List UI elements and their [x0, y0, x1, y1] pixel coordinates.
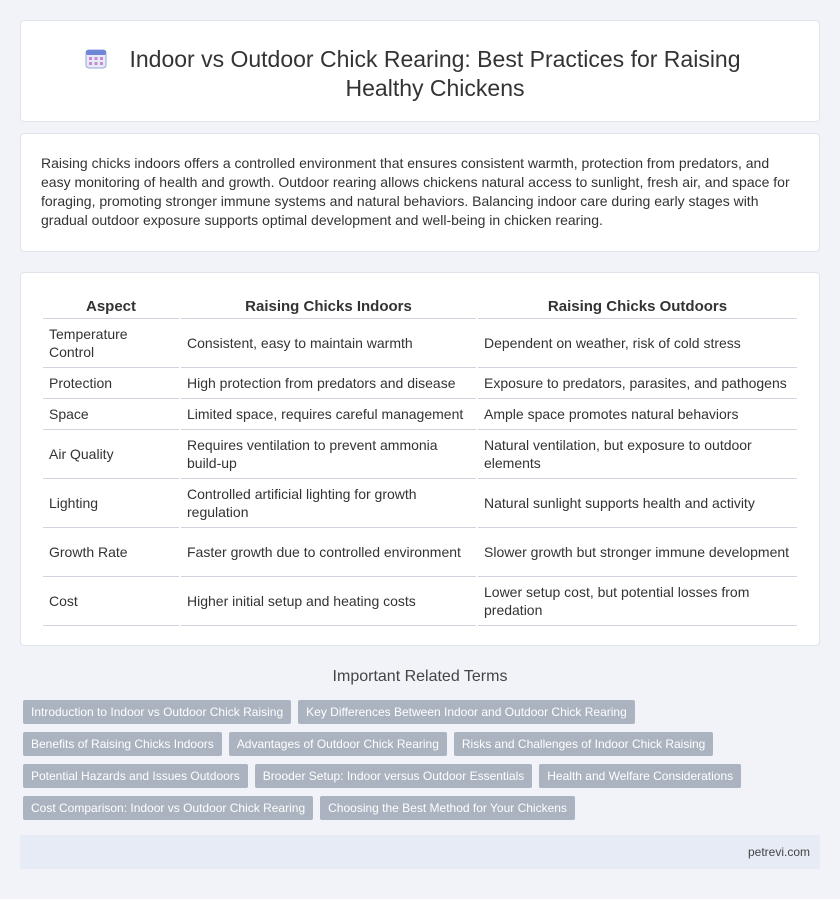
related-terms-list: [23, 700, 823, 828]
related-term-tag[interactable]: Choosing the Best Method for Your Chickens: [320, 796, 575, 820]
related-term-tag[interactable]: Advantages of Outdoor Chick Rearing: [229, 732, 447, 756]
related-terms-title: Important Related Terms: [332, 668, 508, 685]
table-cell: High protection from predators and disease: [181, 368, 476, 399]
footer: [20, 835, 820, 869]
table-cell: Ample space promotes natural behaviors: [478, 399, 797, 430]
table-cell: Temperature Control: [43, 319, 179, 368]
related-term-tag[interactable]: Cost Comparison: Indoor vs Outdoor Chick Rearing: [23, 796, 313, 820]
comparison-table-card: [20, 272, 820, 646]
table-cell: Lower setup cost, but potential losses from predation: [478, 577, 797, 626]
summary-card: [20, 133, 820, 252]
table-cell: Protection: [43, 368, 179, 399]
table-cell: Natural sunlight supports health and activity: [478, 479, 797, 528]
tag-row: [23, 732, 823, 756]
related-term-tag[interactable]: Health and Welfare Considerations: [539, 764, 741, 788]
table-row: [43, 528, 797, 577]
table-cell: Limited space, requires careful management: [181, 399, 476, 430]
related-term-tag[interactable]: Benefits of Raising Chicks Indoors: [23, 732, 222, 756]
table-row: [43, 319, 797, 368]
tag-row: [23, 764, 823, 788]
tag-row: [23, 796, 823, 820]
table-row: [43, 399, 797, 430]
table-cell: Requires ventilation to prevent ammonia build-up: [181, 430, 476, 479]
table-row: [43, 479, 797, 528]
related-term-tag[interactable]: Risks and Challenges of Indoor Chick Raising: [454, 732, 713, 756]
table-row: [43, 368, 797, 399]
related-term-tag[interactable]: Potential Hazards and Issues Outdoors: [23, 764, 248, 788]
table-cell: Space: [43, 399, 179, 430]
table-cell: Faster growth due to controlled environment: [181, 528, 476, 577]
table-cell: Exposure to predators, parasites, and pathogens: [478, 368, 797, 399]
table-row: [43, 577, 797, 626]
header-card: [20, 20, 820, 122]
related-term-tag[interactable]: Introduction to Indoor vs Outdoor Chick Raising: [23, 700, 291, 724]
table-cell: Cost: [43, 577, 179, 626]
table-cell: Lighting: [43, 479, 179, 528]
table-cell: Slower growth but stronger immune development: [478, 528, 797, 577]
table-cell: Natural ventilation, but exposure to outdoor elements: [478, 430, 797, 479]
table-cell: Dependent on weather, risk of cold stress: [478, 319, 797, 368]
page-title: Indoor vs Outdoor Chick Rearing: Best Practices for Raising Healthy Chickens: [129, 46, 741, 101]
related-term-tag[interactable]: Key Differences Between Indoor and Outdoor Chick Rearing: [298, 700, 635, 724]
summary-text: Raising chicks indoors offers a controlled environment that ensures consistent warmth, protection from predators, and easy monitoring of health and growth. Outdoor rearing allows chickens natural access to sunlight, fresh air, and space for foraging, promoting stronger immune systems and natural behaviors. Balancing indoor care during early stages with gradual outdoor exposure supports optimal development and well-being in chicken rearing.: [41, 155, 790, 228]
footer-site-link[interactable]: petrevi.com: [747, 845, 810, 859]
table-cell: Higher initial setup and heating costs: [181, 577, 476, 626]
table-row: [43, 430, 797, 479]
related-term-tag[interactable]: Brooder Setup: Indoor versus Outdoor Essentials: [255, 764, 532, 788]
table-cell: Controlled artificial lighting for growth regulation: [181, 479, 476, 528]
header-indoors: Raising Chicks Indoors: [181, 293, 476, 319]
table-cell: Consistent, easy to maintain warmth: [181, 319, 476, 368]
tag-row: [23, 700, 823, 724]
table-cell: Air Quality: [43, 430, 179, 479]
table-header-row: [43, 293, 797, 319]
header-outdoors: Raising Chicks Outdoors: [478, 293, 797, 319]
comparison-table: [41, 293, 799, 626]
table-cell: Growth Rate: [43, 528, 179, 577]
header-aspect: Aspect: [43, 293, 179, 319]
